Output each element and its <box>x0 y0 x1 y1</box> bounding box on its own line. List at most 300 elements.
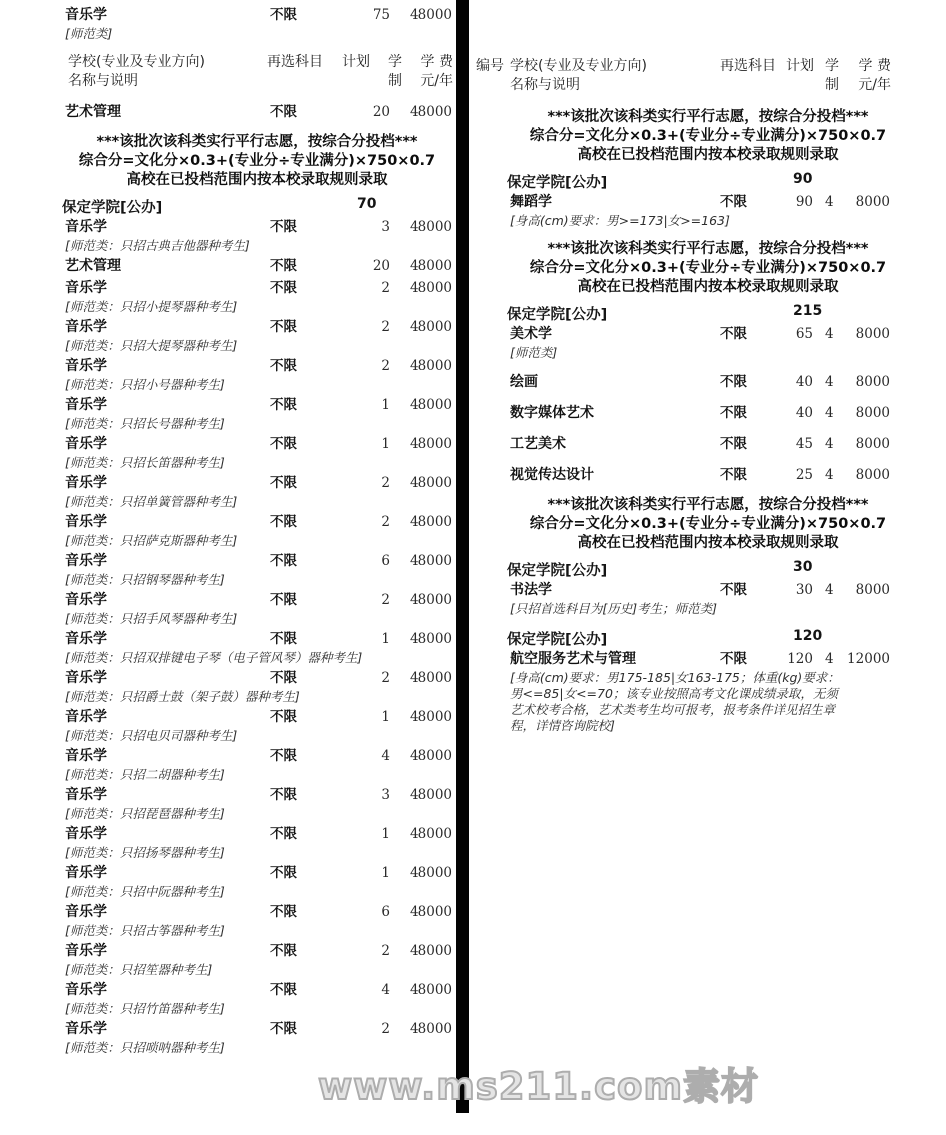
specialty-name: 音乐学 <box>65 865 107 881</box>
specialty-name: 音乐学 <box>65 748 107 764</box>
subject-requirement: 不限 <box>270 826 297 842</box>
specialty-note: [师范类：只招手风琴器种考生] <box>65 611 238 626</box>
school-name: 保定学院[公办] <box>507 307 608 323</box>
specialty-name: 美术学 <box>510 326 552 342</box>
study-years: 4 <box>825 326 834 342</box>
header-school-line2: 名称与说明 <box>510 77 580 93</box>
specialty-name: 艺术管理 <box>65 258 121 274</box>
specialty-name: 音乐学 <box>65 7 107 23</box>
specialty-row <box>60 1017 454 1056</box>
study-years: 4 <box>410 1021 419 1037</box>
header-school-line1: 学校(专业及专业方向) <box>510 58 647 74</box>
school-plan-total: 120 <box>793 628 823 644</box>
specialty-row-main <box>60 903 454 922</box>
header-school <box>510 57 647 95</box>
plan-count: 3 <box>381 219 390 235</box>
specialty-name: 绘画 <box>510 374 538 390</box>
school-row <box>473 171 943 190</box>
subject-requirement: 不限 <box>720 436 747 452</box>
specialty-name: 音乐学 <box>65 319 107 335</box>
study-years: 4 <box>410 258 419 274</box>
header-number: 编号 <box>476 58 504 74</box>
study-years: 4 <box>410 904 419 920</box>
subject-requirement: 不限 <box>270 258 297 274</box>
plan-count: 6 <box>381 904 390 920</box>
specialty-row <box>473 322 943 361</box>
subject-requirement: 不限 <box>720 194 747 210</box>
specialty-row-main <box>60 825 454 844</box>
plan-count: 40 <box>795 405 813 421</box>
plan-count: 2 <box>381 592 390 608</box>
header-fee <box>413 53 453 91</box>
subject-requirement: 不限 <box>270 748 297 764</box>
school-name: 保定学院[公办] <box>507 632 608 648</box>
specialty-name: 音乐学 <box>65 219 107 235</box>
study-years: 4 <box>410 709 419 725</box>
specialty-row-main <box>60 435 454 454</box>
plan-count: 2 <box>381 514 390 530</box>
plan-count: 4 <box>381 748 390 764</box>
specialty-note: [师范类：只招长笛器种考生] <box>65 455 225 470</box>
rules-line-1: ***该批次该科类实行平行志愿，按综合分投档*** <box>547 241 869 257</box>
rules-line-2: 综合分=文化分×0.3+(专业分÷专业满分)×750×0.7 <box>78 153 436 169</box>
specialty-name: 音乐学 <box>65 280 107 296</box>
specialty-row-main <box>473 193 943 212</box>
specialty-row <box>60 276 454 315</box>
plan-count: 2 <box>381 1021 390 1037</box>
tuition-fee: 8000 <box>417 670 452 686</box>
specialty-row-main <box>60 474 454 493</box>
rules-line-1: ***该批次该科类实行平行志愿，按综合分投档*** <box>547 497 869 513</box>
study-years: 4 <box>825 405 834 421</box>
specialty-name: 音乐学 <box>65 514 107 530</box>
study-years: 4 <box>410 631 419 647</box>
subject-requirement: 不限 <box>270 865 297 881</box>
specialty-row-main <box>60 257 454 276</box>
rules-line-2: 综合分=文化分×0.3+(专业分÷专业满分)×750×0.7 <box>529 516 887 532</box>
tuition-fee: 8000 <box>417 904 452 920</box>
specialty-row-main <box>60 786 454 805</box>
specialty-note: [身高(cm)要求：男175-185|女163-175；体重(kg)要求：男<=85|女<=70；该专业按照高考文化课成绩录取，无须艺术校考合格，艺术类考生均可报考，报考条件详见招生章程，详情咨询院校] <box>510 670 840 733</box>
specialty-row-main <box>60 981 454 1000</box>
specialty-note: [只招首选科目为[历史]考生；师范类] <box>510 601 718 616</box>
header-school <box>68 53 205 91</box>
specialty-row <box>60 315 454 354</box>
specialty-note: [师范类：只招爵士鼓（架子鼓）器种考生] <box>65 689 300 704</box>
specialty-name: 音乐学 <box>65 592 107 608</box>
tuition-fee: 8000 <box>417 436 452 452</box>
subject-requirement: 不限 <box>270 670 297 686</box>
subject-requirement: 不限 <box>720 405 747 421</box>
specialty-note: [师范类：只招单簧管器种考生] <box>65 494 238 509</box>
plan-count: 2 <box>381 670 390 686</box>
study-years: 4 <box>410 436 419 452</box>
header-school-line2: 名称与说明 <box>68 73 138 89</box>
subject-requirement: 不限 <box>270 592 297 608</box>
plan-count: 1 <box>381 709 390 725</box>
school-plan-total: 90 <box>793 171 813 187</box>
specialty-row <box>473 578 943 617</box>
subject-requirement: 不限 <box>270 319 297 335</box>
specialty-row-main <box>60 864 454 883</box>
header-plan: 计划 <box>342 54 370 70</box>
plan-count: 20 <box>372 258 390 274</box>
study-years: 4 <box>825 651 834 667</box>
plan-count: 2 <box>381 280 390 296</box>
study-years: 4 <box>410 592 419 608</box>
specialty-row <box>473 647 943 734</box>
rules-line-3: 高校在已投档范围内按本校录取规则录取 <box>577 147 839 163</box>
specialty-note: [师范类：只招钢琴器种考生] <box>65 572 225 587</box>
specialty-row <box>473 423 943 454</box>
study-years: 4 <box>410 748 419 764</box>
left-print-column <box>60 0 454 1061</box>
subject-requirement: 不限 <box>270 7 297 23</box>
specialty-note: [师范类：只招琵琶器种考生] <box>65 806 225 821</box>
specialty-row-main <box>60 6 454 25</box>
admission-rules <box>60 133 454 190</box>
tuition-fee: 8000 <box>417 826 452 842</box>
specialty-row-main <box>473 373 943 392</box>
plan-count: 6 <box>381 553 390 569</box>
tuition-fee: 8000 <box>417 358 452 374</box>
specialty-row <box>60 549 454 588</box>
study-years: 4 <box>410 982 419 998</box>
subject-requirement: 不限 <box>270 358 297 374</box>
study-years: 4 <box>825 582 834 598</box>
school-row <box>473 628 943 647</box>
specialty-row-main <box>60 318 454 337</box>
tuition-fee: 8000 <box>855 467 890 483</box>
tuition-fee: 8000 <box>855 436 890 452</box>
subject-requirement: 不限 <box>720 582 747 598</box>
header-fee-line1: 学 费 <box>420 54 453 70</box>
tuition-fee: 8000 <box>855 582 890 598</box>
plan-count: 2 <box>381 319 390 335</box>
specialty-name: 舞蹈学 <box>510 194 552 210</box>
study-years: 4 <box>410 826 419 842</box>
specialty-note: [师范类：只招中阮器种考生] <box>65 884 225 899</box>
subject-requirement: 不限 <box>270 280 297 296</box>
subject-requirement: 不限 <box>720 467 747 483</box>
specialty-name: 数字媒体艺术 <box>510 405 594 421</box>
subject-requirement: 不限 <box>270 904 297 920</box>
specialty-row-main <box>60 103 454 122</box>
subject-requirement: 不限 <box>270 631 297 647</box>
plan-count: 25 <box>795 467 813 483</box>
specialty-row <box>60 744 454 783</box>
tuition-fee: 12000 <box>847 651 890 667</box>
school-name: 保定学院[公办] <box>507 563 608 579</box>
tuition-fee: 8000 <box>417 709 452 725</box>
specialty-note: [师范类：只招古典吉他器种考生] <box>65 238 250 253</box>
school-plan-total: 30 <box>793 559 813 575</box>
tuition-fee: 8000 <box>417 592 452 608</box>
specialty-row <box>473 454 943 485</box>
specialty-note: [师范类] <box>510 345 558 360</box>
specialty-row <box>473 392 943 423</box>
specialty-row-main <box>60 747 454 766</box>
subject-requirement: 不限 <box>720 651 747 667</box>
study-years: 4 <box>410 943 419 959</box>
admission-rules <box>473 108 943 165</box>
specialty-note: [师范类：只招电贝司器种考生] <box>65 728 238 743</box>
specialty-row <box>60 588 454 627</box>
subject-requirement: 不限 <box>270 219 297 235</box>
specialty-name: 视觉传达设计 <box>510 467 594 483</box>
subject-requirement: 不限 <box>270 982 297 998</box>
specialty-row-main <box>60 1020 454 1039</box>
study-years: 4 <box>410 865 419 881</box>
specialty-name: 音乐学 <box>65 982 107 998</box>
specialty-row-main <box>473 650 943 669</box>
specialty-name: 音乐学 <box>65 553 107 569</box>
specialty-row <box>60 432 454 471</box>
rules-line-2: 综合分=文化分×0.3+(专业分÷专业满分)×750×0.7 <box>529 260 887 276</box>
specialty-row <box>60 254 454 276</box>
subject-requirement: 不限 <box>720 374 747 390</box>
tuition-fee: 8000 <box>417 553 452 569</box>
tuition-fee: 8000 <box>417 982 452 998</box>
specialty-name: 音乐学 <box>65 631 107 647</box>
specialty-row <box>60 822 454 861</box>
specialty-row <box>60 939 454 978</box>
school-name: 保定学院[公办] <box>62 200 163 216</box>
subject-requirement: 不限 <box>270 1021 297 1037</box>
specialty-name: 音乐学 <box>65 1021 107 1037</box>
school-plan-total: 215 <box>793 303 823 319</box>
study-years: 4 <box>410 219 419 235</box>
subject-requirement: 不限 <box>270 553 297 569</box>
study-years: 4 <box>410 553 419 569</box>
school-row <box>60 196 454 215</box>
specialty-row-main <box>60 513 454 532</box>
tuition-fee: 8000 <box>855 374 890 390</box>
header-subject: 再选科目 <box>267 54 323 70</box>
plan-count: 2 <box>381 475 390 491</box>
tuition-fee: 8000 <box>855 194 890 210</box>
school-plan-total: 70 <box>357 196 377 212</box>
admission-rules <box>473 496 943 553</box>
rules-line-3: 高校在已投档范围内按本校录取规则录取 <box>577 279 839 295</box>
header-years-line2: 制 <box>825 77 839 93</box>
specialty-name: 音乐学 <box>65 826 107 842</box>
subject-requirement: 不限 <box>270 475 297 491</box>
specialty-name: 艺术管理 <box>65 104 121 120</box>
specialty-name: 音乐学 <box>65 709 107 725</box>
specialty-note: [师范类：只招萨克斯器种考生] <box>65 533 238 548</box>
tuition-fee: 8000 <box>417 943 452 959</box>
specialty-name: 音乐学 <box>65 358 107 374</box>
specialty-row-main <box>60 708 454 727</box>
specialty-row-main <box>473 435 943 454</box>
admission-rules <box>473 240 943 297</box>
study-years: 4 <box>825 194 834 210</box>
specialty-row-main <box>60 591 454 610</box>
school-row <box>473 559 943 578</box>
specialty-row-main <box>60 396 454 415</box>
plan-count: 1 <box>381 631 390 647</box>
specialty-note: [师范类] <box>65 26 113 41</box>
plan-count: 90 <box>795 194 813 210</box>
plan-count: 1 <box>381 826 390 842</box>
specialty-row <box>60 705 454 744</box>
specialty-note: [师范类：只招唢呐器种考生] <box>65 1040 225 1055</box>
rules-line-3: 高校在已投档范围内按本校录取规则录取 <box>126 172 388 188</box>
specialty-note: [师范类：只招大提琴器种考生] <box>65 338 238 353</box>
specialty-name: 音乐学 <box>65 904 107 920</box>
study-years: 4 <box>410 319 419 335</box>
watermark: www.ms211.com素材 <box>318 1065 760 1108</box>
specialty-name: 音乐学 <box>65 670 107 686</box>
specialty-name: 音乐学 <box>65 436 107 452</box>
specialty-row <box>60 666 454 705</box>
specialty-row <box>60 354 454 393</box>
study-years: 4 <box>825 436 834 452</box>
specialty-name: 工艺美术 <box>510 436 566 452</box>
plan-count: 1 <box>381 865 390 881</box>
specialty-row <box>60 0 454 42</box>
header-years-line1: 学 <box>825 58 839 74</box>
specialty-row <box>473 361 943 392</box>
specialty-row-main <box>60 552 454 571</box>
tuition-fee: 8000 <box>417 280 452 296</box>
specialty-name: 音乐学 <box>65 397 107 413</box>
specialty-row <box>60 471 454 510</box>
header-plan: 计划 <box>786 58 814 74</box>
specialty-row <box>473 190 943 229</box>
specialty-row-main <box>473 466 943 485</box>
header-fee <box>851 57 891 95</box>
tuition-fee: 8000 <box>855 326 890 342</box>
tuition-fee: 8000 <box>417 787 452 803</box>
plan-count: 65 <box>795 326 813 342</box>
specialty-note: [师范类：只招二胡器种考生] <box>65 767 225 782</box>
tuition-fee: 8000 <box>417 319 452 335</box>
study-years: 4 <box>410 397 419 413</box>
specialty-name: 书法学 <box>510 582 552 598</box>
plan-count: 4 <box>381 982 390 998</box>
tuition-fee: 8000 <box>417 748 452 764</box>
header-fee-line2: 元/年 <box>420 73 453 89</box>
study-years: 4 <box>825 467 834 483</box>
subject-requirement: 不限 <box>270 436 297 452</box>
study-years: 4 <box>410 787 419 803</box>
header-subject: 再选科目 <box>720 58 776 74</box>
specialty-note: [师范类：只招双排键电子琴（电子管风琴）器种考生] <box>65 650 363 665</box>
specialty-note: [师范类：只招古筝器种考生] <box>65 923 225 938</box>
subject-requirement: 不限 <box>270 787 297 803</box>
subject-requirement: 不限 <box>270 943 297 959</box>
school-row <box>473 303 943 322</box>
tuition-fee: 8000 <box>417 258 452 274</box>
tuition-fee: 8000 <box>417 631 452 647</box>
specialty-note: [师范类：只招竹笛器种考生] <box>65 1001 225 1016</box>
plan-count: 45 <box>795 436 813 452</box>
specialty-row <box>60 93 454 122</box>
specialty-row-main <box>473 325 943 344</box>
tuition-fee: 8000 <box>417 397 452 413</box>
tuition-fee: 8000 <box>417 1021 452 1037</box>
specialty-name: 音乐学 <box>65 787 107 803</box>
plan-count: 75 <box>372 7 390 23</box>
specialty-row-main <box>60 218 454 237</box>
specialty-row <box>60 627 454 666</box>
study-years: 4 <box>410 7 419 23</box>
right-print-column <box>473 0 943 734</box>
column-divider <box>456 0 469 1113</box>
specialty-row-main <box>60 942 454 961</box>
study-years: 4 <box>410 514 419 530</box>
specialty-note: [师范类：只招长号器种考生] <box>65 416 225 431</box>
school-name: 保定学院[公办] <box>507 175 608 191</box>
plan-count: 2 <box>381 358 390 374</box>
plan-count: 1 <box>381 397 390 413</box>
specialty-row <box>60 783 454 822</box>
specialty-row <box>60 861 454 900</box>
tuition-fee: 8000 <box>417 865 452 881</box>
specialty-name: 音乐学 <box>65 943 107 959</box>
table-header <box>473 57 943 97</box>
header-fee-line2: 元/年 <box>858 77 891 93</box>
study-years: 4 <box>410 280 419 296</box>
study-years: 4 <box>410 358 419 374</box>
specialty-note: [师范类：只招笙器种考生] <box>65 962 213 977</box>
specialty-note: [师范类：只招小提琴器种考生] <box>65 299 238 314</box>
specialty-row <box>60 900 454 939</box>
subject-requirement: 不限 <box>270 104 297 120</box>
subject-requirement: 不限 <box>270 397 297 413</box>
specialty-row <box>60 393 454 432</box>
specialty-row <box>60 978 454 1017</box>
specialty-row <box>60 215 454 254</box>
study-years: 4 <box>825 374 834 390</box>
specialty-name: 航空服务艺术与管理 <box>510 651 636 667</box>
specialty-note: [师范类：只招扬琴器种考生] <box>65 845 225 860</box>
tuition-fee: 8000 <box>417 475 452 491</box>
tuition-fee: 8000 <box>417 219 452 235</box>
subject-requirement: 不限 <box>270 514 297 530</box>
plan-count: 2 <box>381 943 390 959</box>
specialty-row-main <box>60 669 454 688</box>
rules-line-3: 高校在已投档范围内按本校录取规则录取 <box>577 535 839 551</box>
tuition-fee: 8000 <box>417 104 452 120</box>
subject-requirement: 不限 <box>720 326 747 342</box>
study-years: 4 <box>410 475 419 491</box>
header-years-line1: 学 <box>388 54 402 70</box>
specialty-row-main <box>60 357 454 376</box>
plan-count: 30 <box>795 582 813 598</box>
rules-line-1: ***该批次该科类实行平行志愿，按综合分投档*** <box>547 109 869 125</box>
header-years <box>825 57 839 95</box>
specialty-row-main <box>473 404 943 423</box>
tuition-fee: 8000 <box>417 7 452 23</box>
study-years: 4 <box>410 104 419 120</box>
specialty-row-main <box>473 581 943 600</box>
plan-count: 120 <box>787 651 813 667</box>
specialty-row-main <box>60 630 454 649</box>
plan-count: 40 <box>795 374 813 390</box>
header-years <box>388 53 402 91</box>
plan-count: 20 <box>372 104 390 120</box>
subject-requirement: 不限 <box>270 709 297 725</box>
rules-line-1: ***该批次该科类实行平行志愿，按综合分投档*** <box>96 134 418 150</box>
header-years-line2: 制 <box>388 73 402 89</box>
tuition-fee: 8000 <box>417 514 452 530</box>
specialty-row <box>60 510 454 549</box>
specialty-name: 音乐学 <box>65 475 107 491</box>
table-header <box>60 53 454 93</box>
